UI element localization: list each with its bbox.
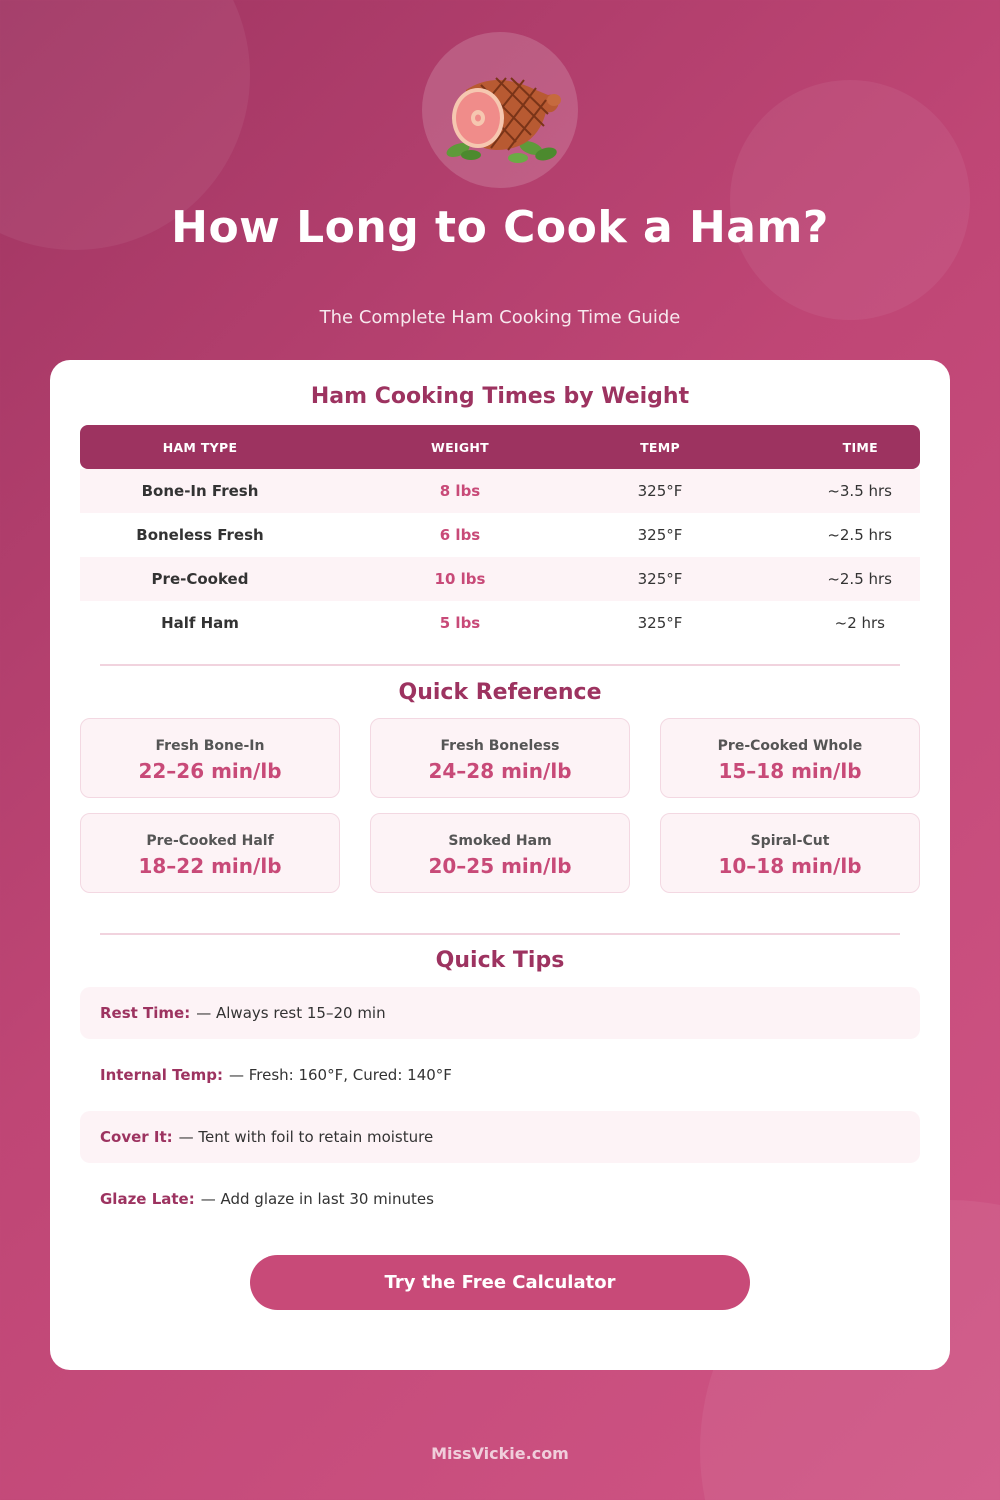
page-subtitle: The Complete Ham Cooking Time Guide bbox=[319, 307, 681, 328]
ham-icon-badge bbox=[422, 32, 578, 188]
content-card bbox=[50, 360, 950, 1370]
tips-list bbox=[80, 987, 920, 1235]
cell-temp: 325°F bbox=[637, 614, 683, 632]
table-row bbox=[80, 469, 920, 513]
cell-time: ~2.5 hrs bbox=[827, 570, 892, 588]
tip-item bbox=[80, 987, 920, 1039]
reference-value: 24–28 min/lb bbox=[428, 759, 572, 783]
tip-text: — Fresh: 160°F, Cured: 140°F bbox=[228, 1066, 452, 1084]
cell-time: ~2 hrs bbox=[834, 614, 885, 632]
reference-label: Fresh Bone-In bbox=[155, 738, 265, 754]
tip-text: — Always rest 15–20 min bbox=[196, 1004, 386, 1022]
reference-value: 20–25 min/lb bbox=[428, 854, 572, 878]
cell-temp: 325°F bbox=[637, 482, 683, 500]
page-title: How Long to Cook a Ham? bbox=[171, 202, 829, 253]
table-row bbox=[80, 557, 920, 601]
tip-key: Cover It: bbox=[100, 1128, 173, 1146]
table-row bbox=[80, 513, 920, 557]
tip-key: Internal Temp: bbox=[100, 1066, 223, 1084]
table-section-title: Ham Cooking Times by Weight bbox=[310, 384, 690, 409]
reference-card bbox=[660, 718, 920, 798]
quick-tips-title: Quick Tips bbox=[435, 948, 565, 973]
cell-ham-type: Pre-Cooked bbox=[151, 570, 249, 588]
tip-key: Glaze Late: bbox=[100, 1190, 195, 1208]
reference-value: 18–22 min/lb bbox=[138, 854, 282, 878]
reference-label: Smoked Ham bbox=[448, 833, 552, 849]
cell-time: ~2.5 hrs bbox=[827, 526, 892, 544]
reference-label: Pre-Cooked Whole bbox=[717, 738, 863, 754]
cell-temp: 325°F bbox=[637, 570, 683, 588]
reference-value: 15–18 min/lb bbox=[718, 759, 862, 783]
table-header bbox=[80, 425, 920, 469]
tip-item bbox=[80, 1173, 920, 1225]
quick-reference-title: Quick Reference bbox=[398, 680, 602, 705]
cell-weight: 10 lbs bbox=[434, 570, 486, 588]
reference-card bbox=[660, 813, 920, 893]
reference-card bbox=[370, 813, 630, 893]
tip-item bbox=[80, 1111, 920, 1163]
cell-weight: 6 lbs bbox=[439, 526, 481, 544]
reference-label: Pre-Cooked Half bbox=[146, 833, 274, 849]
reference-value: 22–26 min/lb bbox=[138, 759, 282, 783]
footer-brand: MissVickie.com bbox=[431, 1444, 569, 1463]
column-header-ham-type: HAM TYPE bbox=[162, 439, 238, 455]
cell-weight: 5 lbs bbox=[439, 614, 481, 632]
tip-key: Rest Time: bbox=[100, 1004, 191, 1022]
reference-card bbox=[80, 813, 340, 893]
reference-label: Fresh Boneless bbox=[440, 738, 560, 754]
column-header-weight: WEIGHT bbox=[430, 439, 490, 455]
ham-icon bbox=[436, 50, 566, 170]
section-divider bbox=[100, 933, 900, 935]
cell-time: ~3.5 hrs bbox=[827, 482, 892, 500]
decorative-circle bbox=[730, 80, 970, 320]
tip-item bbox=[80, 1049, 920, 1101]
section-divider bbox=[100, 664, 900, 666]
column-header-time: TIME bbox=[842, 439, 878, 455]
cooking-times-table bbox=[80, 425, 920, 645]
table-row bbox=[80, 601, 920, 645]
cell-ham-type: Half Ham bbox=[161, 614, 239, 632]
column-header-temp: TEMP bbox=[640, 439, 680, 455]
tip-text: — Tent with foil to retain moisture bbox=[178, 1128, 434, 1146]
cell-ham-type: Boneless Fresh bbox=[136, 526, 264, 544]
cell-weight: 8 lbs bbox=[439, 482, 481, 500]
reference-value: 10–18 min/lb bbox=[718, 854, 862, 878]
reference-card bbox=[370, 718, 630, 798]
cell-temp: 325°F bbox=[637, 526, 683, 544]
cell-ham-type: Bone-In Fresh bbox=[141, 482, 259, 500]
reference-card bbox=[80, 718, 340, 798]
try-calculator-button[interactable]: Try the Free Calculator bbox=[250, 1255, 750, 1310]
reference-label: Spiral-Cut bbox=[750, 833, 830, 849]
tip-text: — Add glaze in last 30 minutes bbox=[200, 1190, 434, 1208]
